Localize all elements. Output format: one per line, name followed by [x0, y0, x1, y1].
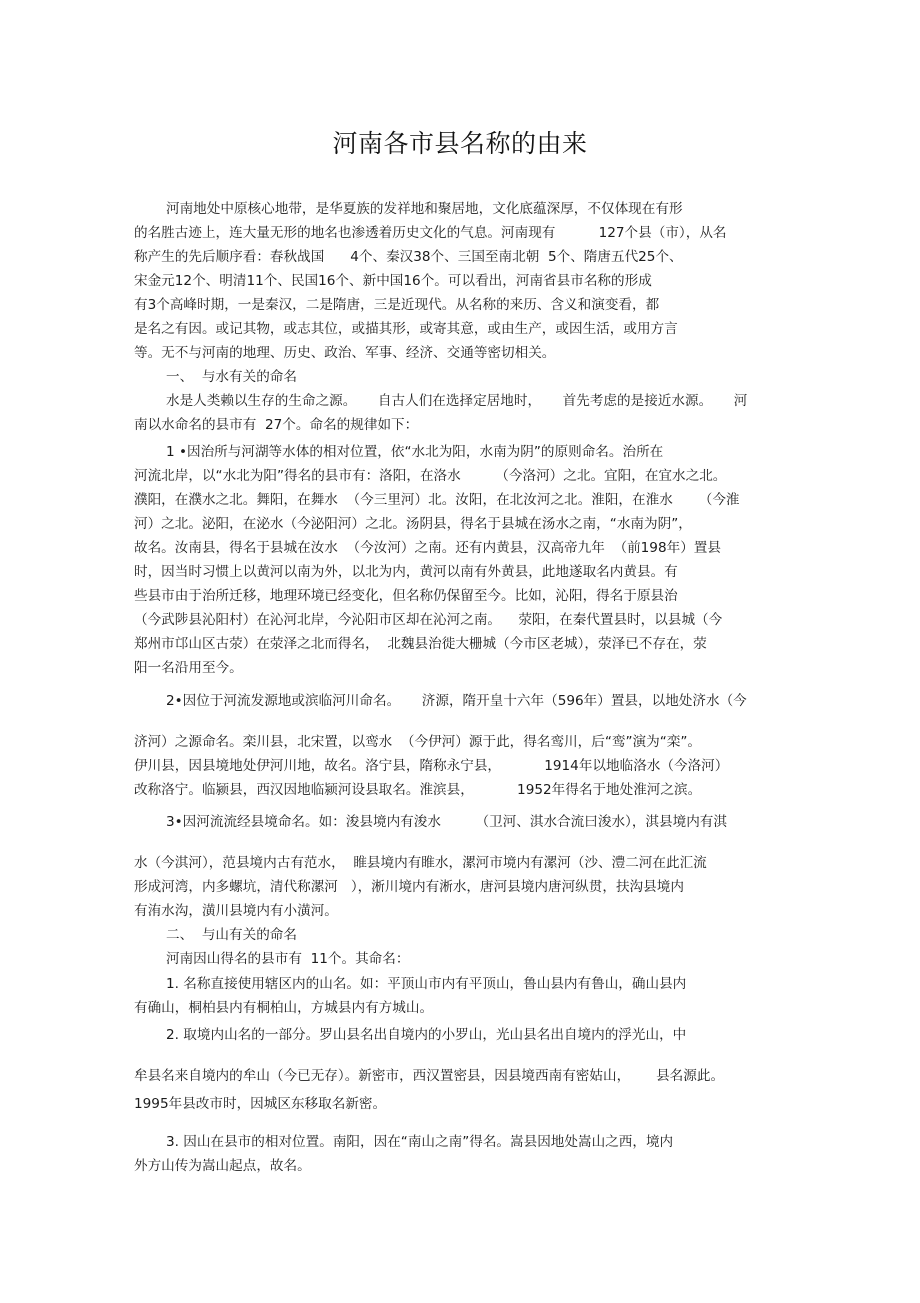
text-line: 郑州市邙山区古荥）在荥泽之北而得名， 北魏县治徙大栅城（今市区老城），荥泽已不存在，荥 [134, 636, 707, 652]
text-line: 改称洛宁。临颍县，西汉因地临颍河设县取名。淮滨县， 1952年得名于地处淮河之滨。 [134, 782, 702, 798]
text-line: 南以水命名的县市有 27个。命名的规律如下： [134, 417, 419, 433]
text-line: 2. 取境内山名的一部分。罗山县名出自境内的小罗山，光山县名出自境内的浮光山，中 [166, 1027, 687, 1043]
text-line: 水（今淇河），范县境内古有范水， 睢县境内有睢水，漯河市境内有漯河（沙、澧二河在此汇流 [134, 855, 707, 871]
text-line: 称产生的先后顺序看：春秋战国 4个、秦汉38个、三国至南北朝 5个、隋唐五代25个、 [134, 249, 683, 265]
text-line: 有洧水沟，潢川县境内有小潢河。 [134, 903, 338, 919]
text-line: 2•因位于河流发源地或滨临河川命名。 济源，隋开皇十六年（596年）置县，以地处济水（今 [166, 693, 747, 709]
text-line: 时，因当时习惯上以黄河以南为外，以北为内，黄河以南有外黄县，此地遂取名内黄县。有 [134, 564, 678, 580]
text-line: 1995年县改市时，因城区东移取名新密。 [134, 1096, 387, 1112]
text-line: 形成河湾，内多螺坑，清代称漯河 ），淅川境内有淅水，唐河县境内唐河纵贯，扶沟县境内 [134, 879, 684, 895]
text-line: 等。无不与河南的地理、历史、政治、军事、经济、交通等密切相关。 [134, 345, 556, 361]
text-line: 1 •因治所与河湖等水体的相对位置，依“水北为阳，水南为阴”的原则命名。治所在 [166, 444, 664, 460]
text-line: 阳一名沿用至今。 [134, 660, 243, 676]
text-line: 外方山传为嵩山起点，故名。 [134, 1158, 311, 1174]
text-line: 故名。汝南县，得名于县城在汝水 （今汝河）之南。还有内黄县，汉高帝九年 （前198年）置县 [134, 540, 721, 556]
text-line: 河流北岸，以“水北为阳”得名的县市有：洛阳，在洛水 （今洛河）之北。宜阳，在宜水之北。 [134, 468, 727, 484]
text-line: 3. 因山在县市的相对位置。南阳，因在“南山之南”得名。嵩县因地处嵩山之西，境内 [166, 1134, 674, 1150]
text-line: 河）之北。泌阳，在泌水（今泌阳河）之北。汤阴县，得名于县城在汤水之南，“水南为阴”， [134, 516, 692, 532]
text-line: 宋金元12个、明清11个、民国16个、新中国16个。可以看出，河南省县市名称的形成 [134, 273, 652, 289]
text-line: 1. 名称直接使用辖区内的山名。如：平顶山市内有平顶山，鲁山县内有鲁山，确山县内 [166, 976, 687, 992]
text-line: （今武陟县沁阳村）在沁河北岸，今沁阳市区却在沁河之南。 荥阳，在秦代置县时，以县城（今 [134, 612, 723, 628]
text-line: 河南地处中原核心地带，是华夏族的发祥地和聚居地，文化底蕴深厚，不仅体现在有形 [166, 201, 683, 217]
text-line: 有确山，桐柏县内有桐柏山，方城县内有方城山。 [134, 1000, 434, 1016]
text-line: 河南因山得名的县市有 11个。其命名： [166, 951, 410, 967]
text-line: 水是人类赖以生存的生命之源。 自古人们在选择定居地时， 首先考虑的是接近水源。 河 [166, 393, 748, 409]
text-line: 伊川县，因县境地处伊河川地，故名。洛宁县，隋称永宁县， 1914年以地临洛水（今洛河） [134, 758, 729, 774]
text-line: 的名胜古迹上，连大量无形的地名也渗透着历史文化的气息。河南现有 127个县（市），从名 [134, 225, 727, 241]
page-title: 河南各市县名称的由来 [332, 129, 588, 158]
text-line: 濮阳，在濮水之北。舞阳，在舞水 （今三里河）北。汝阳，在北汝河之北。淮阳，在淮水 （今淮 [134, 492, 740, 508]
section-heading: 二、 与山有关的命名 [166, 927, 297, 943]
text-line: 些县市由于治所迁移，地理环境已经变化，但名称仍保留至今。比如，沁阳，得名于原县治 [134, 588, 678, 604]
text-line: 牟县名来自境内的牟山（今已无存）。新密市，西汉置密县，因县境西南有密姑山， 县名源此。 [134, 1068, 725, 1084]
text-line: 有3个高峰时期，一是秦汉，二是隋唐，三是近现代。从名称的来历、含义和演变看，都 [134, 297, 660, 313]
text-line: 3•因河流流经县境命名。如：浚县境内有浚水 （卫河、淇水合流曰浚水），淇县境内有淇 [166, 814, 727, 830]
text-line: 是名之有因。或记其物，或志其位，或描其形，或寄其意，或由生产，或因生活，或用方言 [134, 321, 678, 337]
text-line: 济河）之源命名。栾川县，北宋置，以鸾水 （今伊河）源于此，得名鸾川，后“鸾”演为“栾”。 [134, 734, 701, 750]
section-heading: 一、 与水有关的命名 [166, 369, 297, 385]
